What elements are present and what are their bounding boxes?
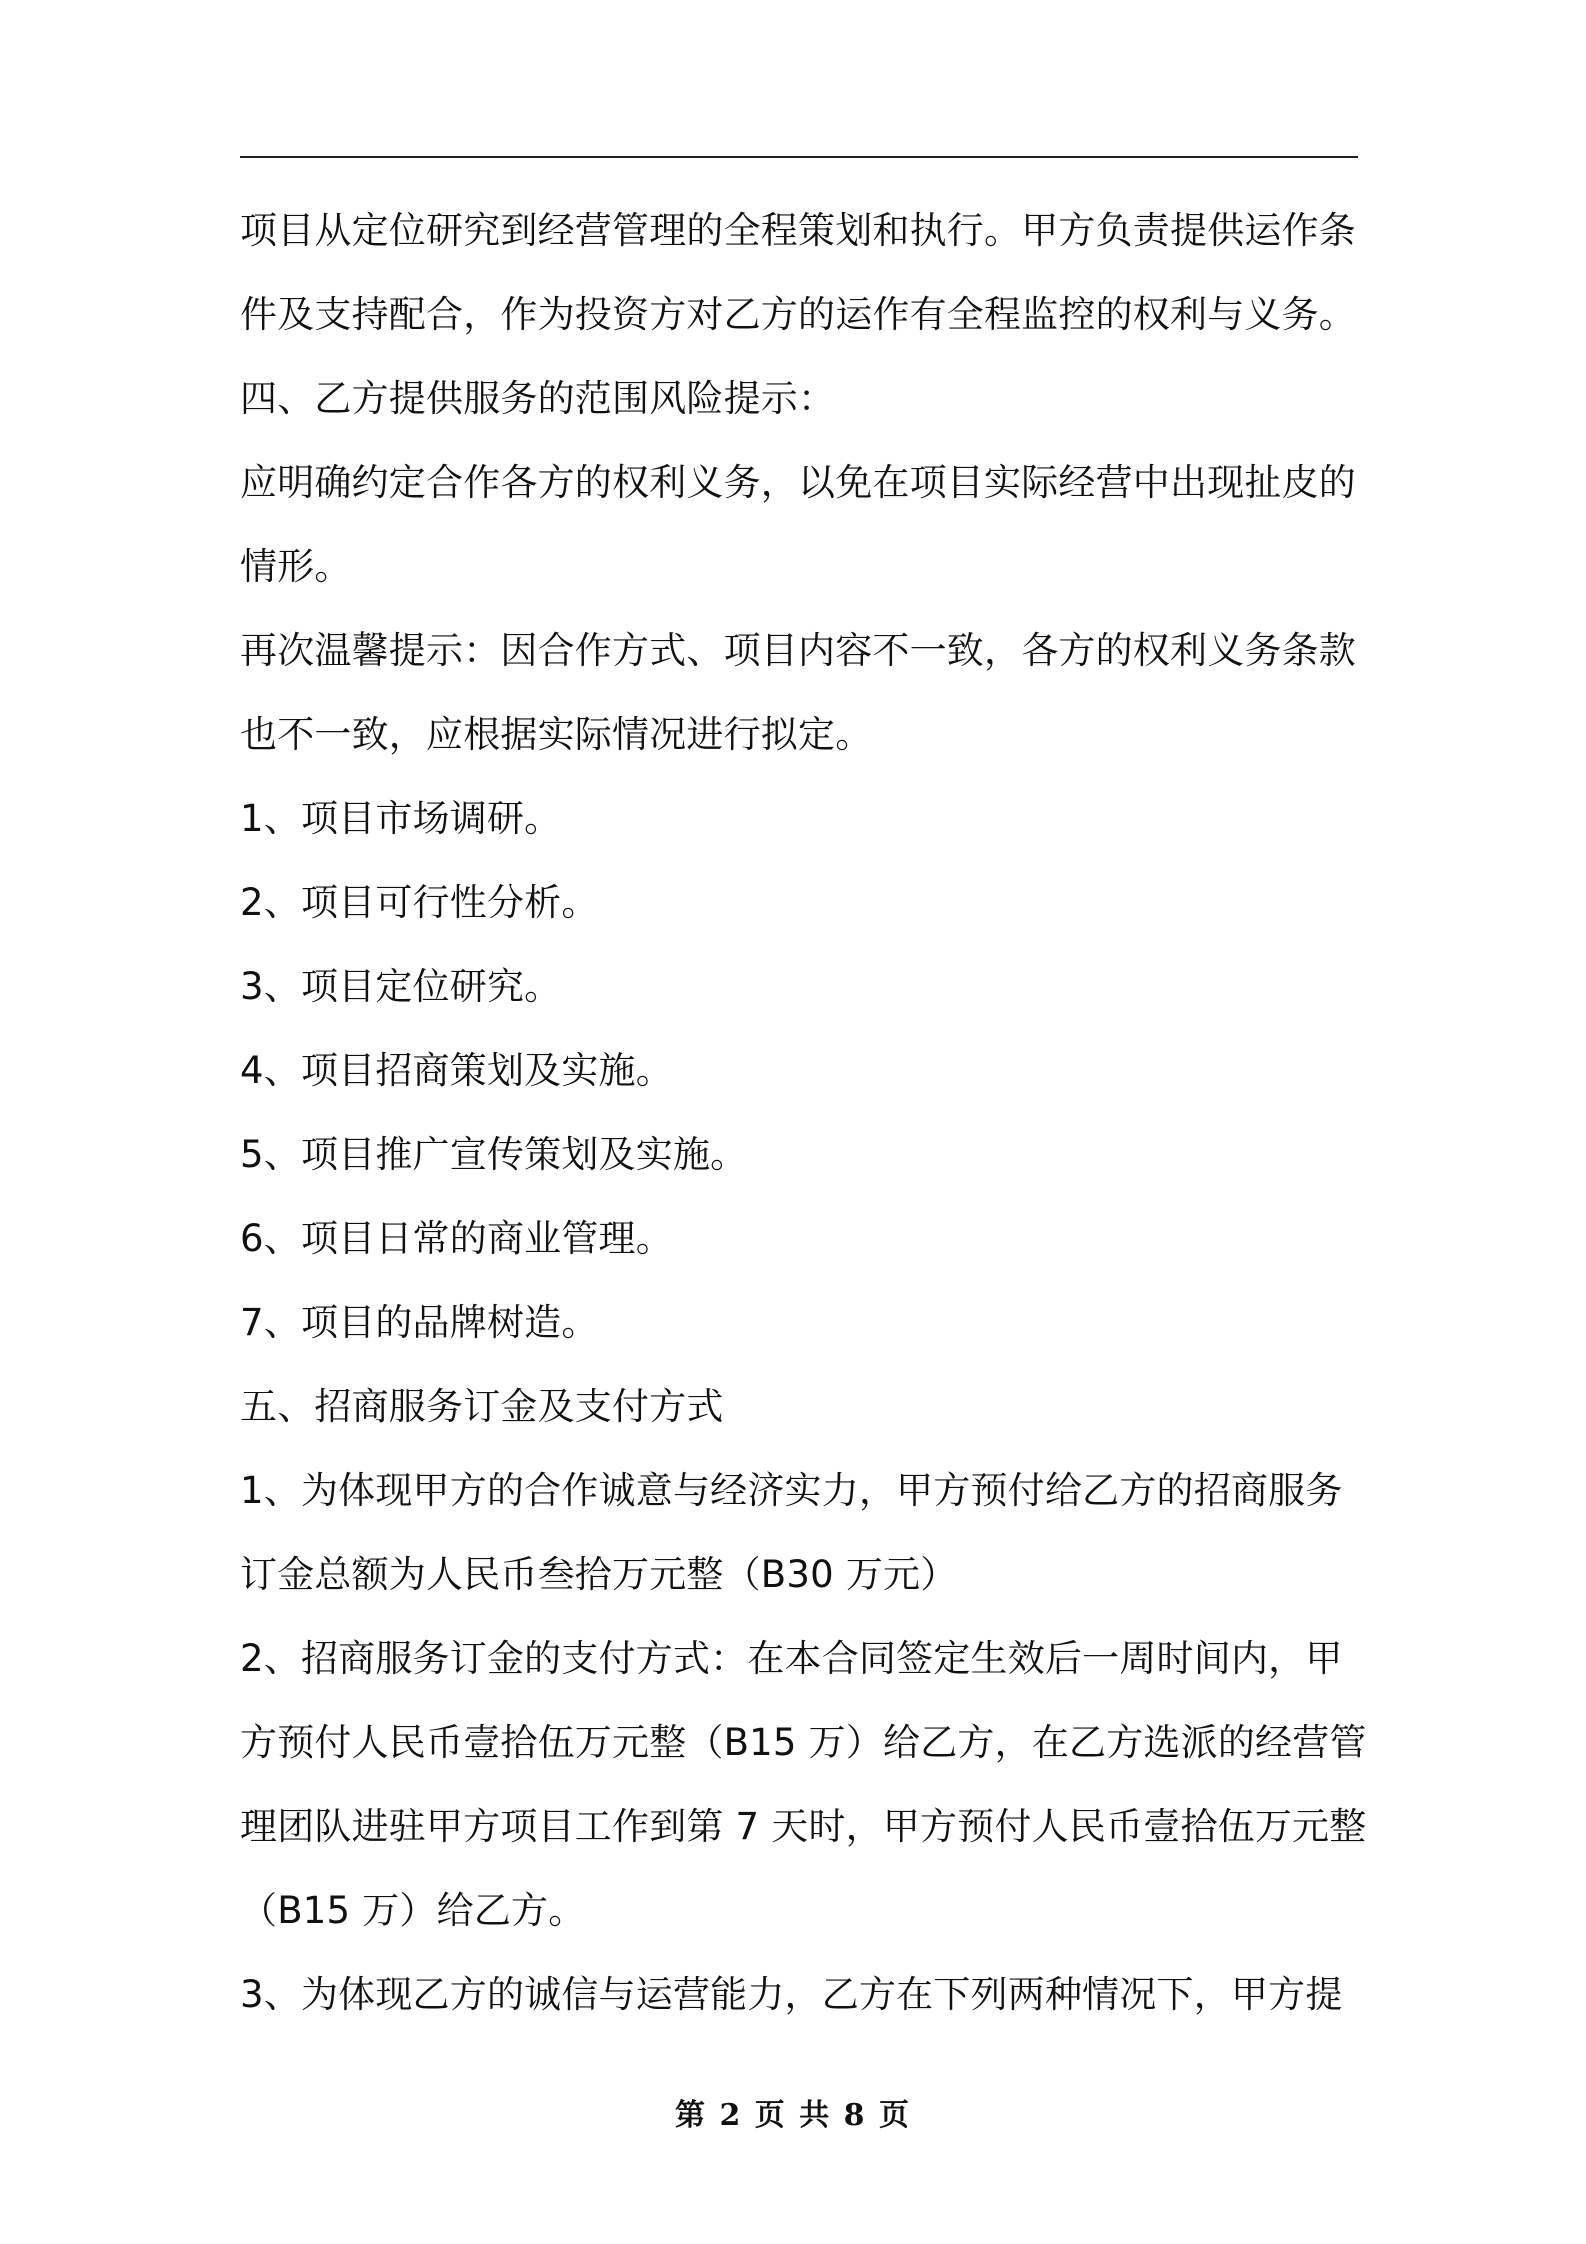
list-item: 1、项目市场调研。 <box>240 797 562 840</box>
text-line: 1、为体现甲方的合作诚意与经济实力，甲方预付给乙方的招商服务 <box>240 1469 1343 1512</box>
document-body <box>240 198 1365 2046</box>
text-line: 3、为体现乙方的诚信与运营能力，乙方在下列两种情况下，甲方提 <box>240 1973 1343 2016</box>
list-item: 7、项目的品牌树造。 <box>240 1301 599 1344</box>
text-line: 件及支持配合，作为投资方对乙方的运作有全程监控的权利与义务。 <box>240 293 1356 336</box>
text-line: 方预付人民币壹拾伍万元整（B15 万）给乙方，在乙方选派的经营管 <box>240 1721 1367 1764</box>
list-item: 5、项目推广宣传策划及实施。 <box>240 1133 748 1176</box>
list-item: 3、项目定位研究。 <box>240 965 562 1008</box>
section-heading: 五、招商服务订金及支付方式 <box>240 1385 724 1428</box>
text-line: （B15 万）给乙方。 <box>240 1889 586 1932</box>
list-item: 6、项目日常的商业管理。 <box>240 1217 673 1260</box>
text-line: 情形。 <box>240 545 352 588</box>
list-item: 2、项目可行性分析。 <box>240 881 599 924</box>
text-line: 2、招商服务订金的支付方式：在本合同签定生效后一周时间内，甲 <box>240 1637 1343 1680</box>
section-heading: 四、乙方提供服务的范围风险提示： <box>240 377 836 420</box>
page-number: 第 2 页 共 8 页 <box>675 2098 911 2133</box>
text-line: 订金总额为人民币叁拾万元整（B30 万元） <box>240 1553 958 1596</box>
text-line: 理团队进驻甲方项目工作到第 7 天时，甲方预付人民币壹拾伍万元整 <box>240 1805 1367 1848</box>
list-item: 4、项目招商策划及实施。 <box>240 1049 673 1092</box>
text-line: 应明确约定合作各方的权利义务，以免在项目实际经营中出现扯皮的 <box>240 461 1356 504</box>
header-divider <box>240 156 1358 158</box>
text-line: 再次温馨提示：因合作方式、项目内容不一致，各方的权利义务条款 <box>240 629 1356 672</box>
text-line: 项目从定位研究到经营管理的全程策划和执行。甲方负责提供运作条 <box>240 209 1356 252</box>
text-line: 也不一致，应根据实际情况进行拟定。 <box>240 713 873 756</box>
